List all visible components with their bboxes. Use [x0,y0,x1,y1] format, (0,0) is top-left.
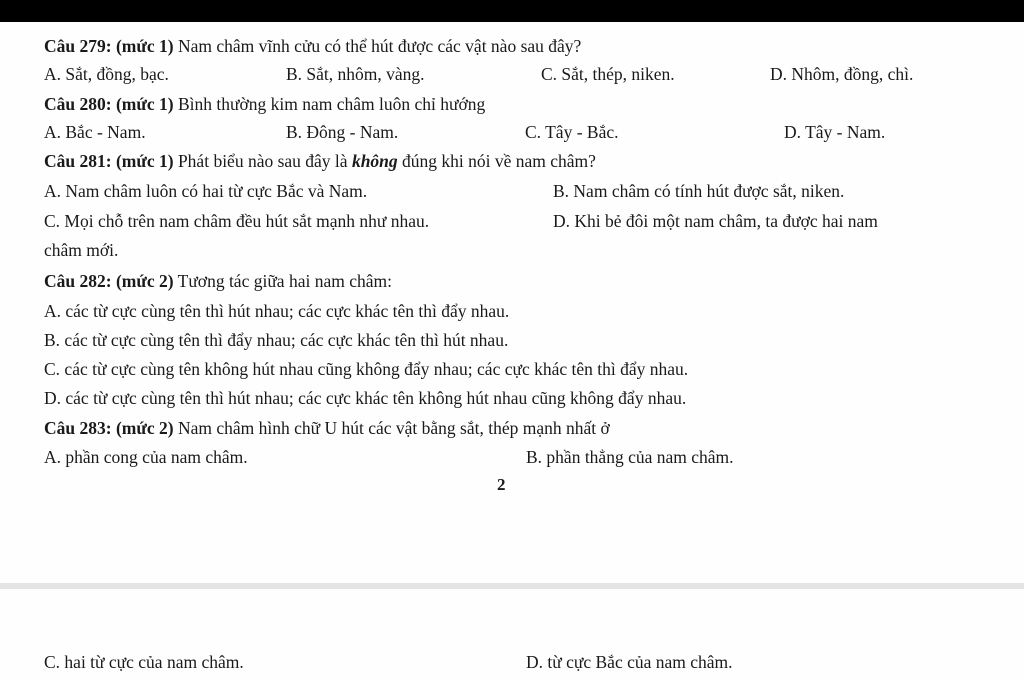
option-281-d-continued: châm mới. [44,240,119,260]
option-283-c: C. hai từ cực của nam châm. [44,652,244,672]
page-number: 2 [497,475,506,494]
question-emphasis: không [351,151,398,171]
question-text-after: đúng khi nói về nam châm? [397,151,596,171]
question-label: Câu 282: (mức 2) [44,271,174,291]
option-281-a: A. Nam châm luôn có hai từ cực Bắc và Nam. [44,181,368,201]
question-280 [44,93,485,115]
option-283-d: D. từ cực Bắc của nam châm. [526,652,733,672]
top-dark-bar [0,0,1024,22]
option-279-a: A. Sắt, đồng, bạc. [44,64,169,84]
option-281-c: C. Mọi chỗ trên nam châm đều hút sắt mạnh như nhau. [44,211,430,231]
question-text: Bình thường kim nam châm luôn chỉ hướng [173,94,486,114]
question-label: Câu 279: (mức 1) [44,36,174,56]
option-281-d: D. Khi bẻ đôi một nam châm, ta được hai nam [553,211,878,231]
option-282-d: D. các từ cực cùng tên thì hút nhau; các cực khác tên không hút nhau cũng không đẩy nhau. [44,388,687,408]
question-282 [44,270,392,292]
option-282-c: C. các từ cực cùng tên không hút nhau cũng không đẩy nhau; các cực khác tên thì đẩy nhau. [44,359,689,379]
option-281-b: B. Nam châm có tính hút được sắt, niken. [553,181,845,201]
question-text: Nam châm vĩnh cửu có thể hút được các vật nào sau đây? [173,36,582,56]
option-279-c: C. Sắt, thép, niken. [541,64,675,84]
option-280-d: D. Tây - Nam. [784,122,886,142]
option-283-a: A. phần cong của nam châm. [44,447,248,467]
question-label: Câu 281: (mức 1) [44,151,174,171]
question-text: Nam châm hình chữ U hút các vật bằng sắt, thép mạnh nhất ở [173,418,610,438]
option-280-a: A. Bắc - Nam. [44,122,146,142]
question-text: Tương tác giữa hai nam châm: [173,271,392,291]
option-280-b: B. Đông - Nam. [286,122,399,142]
question-279 [44,35,581,57]
question-label: Câu 283: (mức 2) [44,418,174,438]
option-279-b: B. Sắt, nhôm, vàng. [286,64,425,84]
option-280-c: C. Tây - Bắc. [525,122,619,142]
question-283 [44,417,610,439]
bottom-crop-edge [0,674,1024,680]
question-label: Câu 280: (mức 1) [44,94,174,114]
question-281 [44,150,596,172]
question-text-before: Phát biểu nào sau đây là [173,151,352,171]
option-282-b: B. các từ cực cùng tên thì đẩy nhau; các cực khác tên thì hút nhau. [44,330,509,350]
option-282-a: A. các từ cực cùng tên thì hút nhau; các cực khác tên thì đẩy nhau. [44,301,510,321]
option-283-b: B. phần thẳng của nam châm. [526,447,734,467]
option-279-d: D. Nhôm, đồng, chì. [770,64,914,84]
